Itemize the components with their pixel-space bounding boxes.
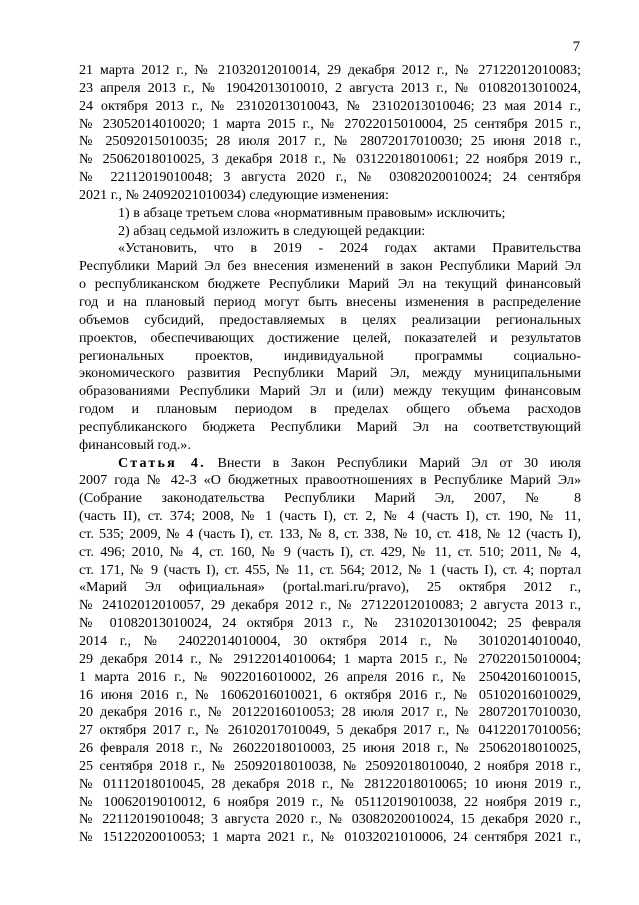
text-line: № 25092015010035; 28 июля 2017 г., № 28072017010030; 25 июня 2018 г., — [79, 133, 581, 150]
text-line: 2007 года № 42-З «О бюджетных правоотношениях в Республике Марий Эл» — [79, 472, 581, 489]
text-line: 1 марта 2016 г., № 9022016010002, 26 апреля 2016 г., № 25042016010015, — [79, 668, 581, 685]
text-line: (часть II), ст. 374; 2008, № 1 (часть I), ст. 2, № 4 (часть I), ст. 190, № 11, — [79, 508, 581, 525]
text-line: 2021 г., № 24092021010034) следующие изменения: — [79, 186, 389, 203]
article-heading: Статья 4. — [118, 454, 206, 471]
text-line: № 10062019010012, 6 ноября 2019 г., № 05112019010038, 22 ноября 2019 г., — [79, 793, 581, 810]
text-line: 29 декабря 2014 г., № 29122014010064; 1 марта 2015 г., № 27022015010004; — [79, 650, 581, 667]
text-line: «Марий Эл официальная» (portal.mari.ru/pravo), 25 октября 2012 г., — [79, 579, 581, 596]
quote-line: образованиями Республики Марий Эл и (или) между текущим финансовым — [79, 383, 581, 400]
text-line: № 22112019010048; 3 августа 2020 г., № 03082020010024; 24 сентября — [79, 169, 581, 186]
quote-line: «Установить, что в 2019 - 2024 годах актами Правительства — [118, 240, 581, 257]
text-line: 27 октября 2017 г., № 26102017010049, 5 декабря 2017 г., № 04122017010056; — [79, 722, 581, 739]
text-line: № 01112018010045, 28 декабря 2018 г., № 28122018010065; 10 июня 2019 г., — [79, 775, 581, 792]
article-text: Внести в Закон Республики Марий Эл от 30 июля — [217, 454, 581, 471]
text-line: 20 декабря 2016 г., № 20122016010053; 28 июля 2017 г., № 28072017010030, — [79, 704, 581, 721]
quote-line: проектов, обеспечивающих достижение целей, показателей и результатов — [79, 329, 581, 346]
text-line: 25 сентября 2018 г., № 25092018010038, № 25092018010040, 2 ноября 2018 г., — [79, 757, 581, 774]
quote-line: годом и плановым периодом в пределах общего объема расходов — [79, 401, 581, 418]
text-line: 16 июня 2016 г., № 16062016010021, 6 октября 2016 г., № 05102016010029, — [79, 686, 581, 703]
text-line: № 01082013010024, 24 октября 2013 г., № 23102013010042; 25 февраля — [79, 615, 581, 632]
quote-line: экономического развития Республики Марий Эл, между муниципальными — [79, 365, 581, 382]
quote-line: Республики Марий Эл без внесения изменений в закон Республики Марий Эл — [79, 258, 581, 275]
quote-line: объемов субсидий, предоставляемых в целях реализации региональных — [79, 311, 581, 328]
document-body — [79, 62, 581, 847]
text-line: 2014 г., № 24022014010004, 30 октября 2014 г., № 30102014010040, — [79, 633, 581, 649]
text-line: № 15122020010053; 1 марта 2021 г., № 01032021010006, 24 сентября 2021 г., — [79, 829, 581, 846]
text-line: (Собрание законодательства Республики Марий Эл, 2007, № 8 — [79, 490, 581, 507]
page-number: 7 — [572, 39, 580, 55]
text-line: № 22112019010048; 3 августа 2020 г., № 03082020010024, 15 декабря 2020 г., — [79, 811, 581, 828]
text-line: № 24102012010057, 29 декабря 2012 г., № 27122012010083; 2 августа 2013 г., — [79, 597, 581, 614]
article-4-first-line — [79, 455, 581, 473]
text-line: 23 апреля 2013 г., № 19042013010010, 2 августа 2013 г., № 01082013010024, — [79, 79, 581, 96]
text-line: ст. 496; 2010, № 4, ст. 160, № 9 (часть I), ст. 429, № 11, ст. 510; 2011, № 4, — [79, 543, 581, 560]
text-line: № 25062018010025, 3 декабря 2018 г., № 03122018010061; 22 ноября 2019 г., — [79, 151, 581, 168]
quote-line: республиканского бюджета Республики Марий Эл на соответствующий — [79, 418, 581, 435]
quote-line: год и на плановый период могут быть внесены изменения в распределение — [79, 293, 581, 310]
text-line: ст. 171, № 9 (часть I), ст. 455, № 11, ст. 564; 2012, № 1 (часть I), ст. 4; портал — [79, 561, 581, 578]
quote-line: финансовый год.». — [79, 436, 191, 453]
text-line: 21 марта 2012 г., № 21032012010014, 29 декабря 2012 г., № 27122012010083; — [79, 62, 581, 78]
quote-line: региональных проектов, индивидуальной программы социально- — [79, 347, 581, 364]
quote-line: о республиканском бюджете Республики Марий Эл на текущий финансовый — [79, 276, 581, 293]
text-line: ст. 535; 2009, № 4 (часть I), ст. 133, № 8, ст. 338, № 10, ст. 418, № 12 (часть I), — [79, 525, 581, 542]
list-item: 2) абзац седьмой изложить в следующей редакции: — [118, 222, 426, 239]
text-line: 24 октября 2013 г., № 23102013010043, № 23102013010046; 23 мая 2014 г., — [79, 97, 581, 114]
list-item: 1) в абзаце третьем слова «нормативным правовым» исключить; — [118, 204, 506, 221]
text-line: № 23052014010020; 1 марта 2015 г., № 27022015010004, 25 сентября 2015 г., — [79, 115, 581, 132]
text-line: 26 февраля 2018 г., № 26022018010003, 25 июня 2018 г., № 25062018010025, — [79, 740, 581, 757]
